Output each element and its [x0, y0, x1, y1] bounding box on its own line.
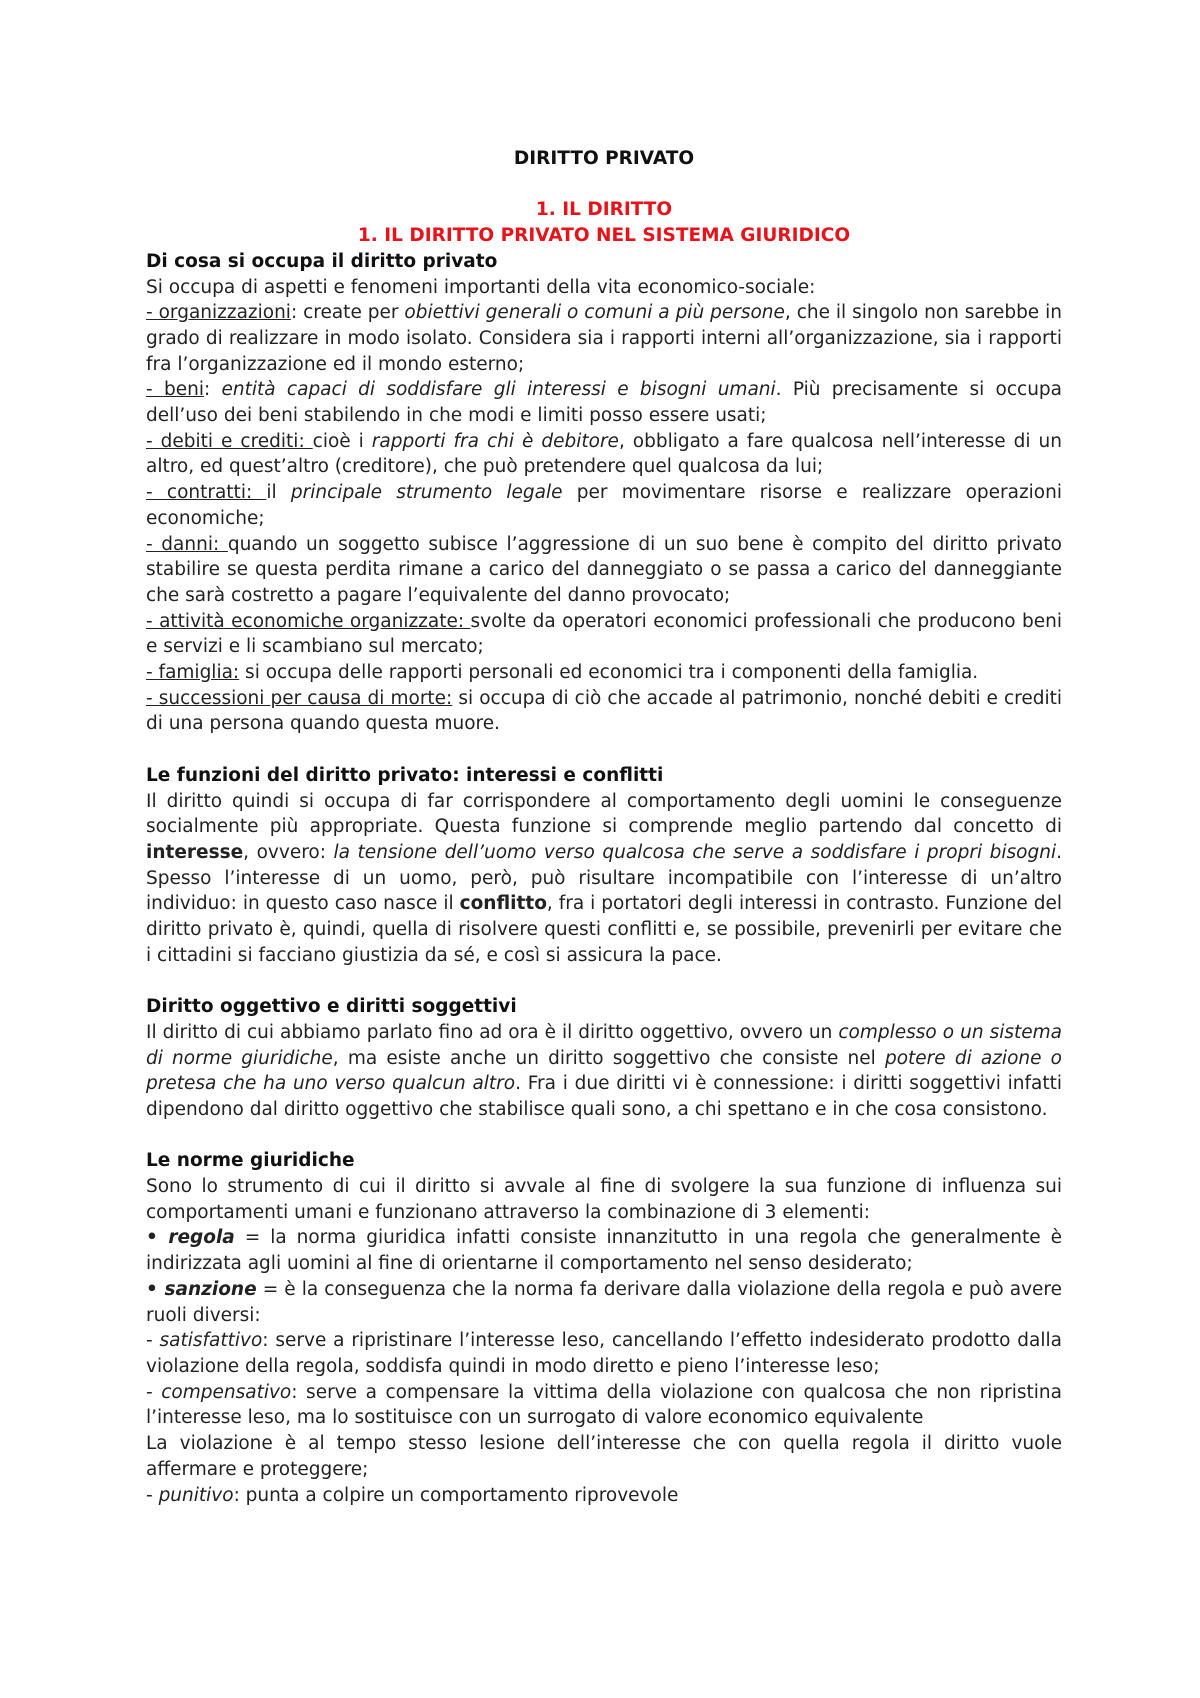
- document-title: DIRITTO PRIVATO: [513, 148, 695, 169]
- item-label: - debiti e crediti:: [146, 430, 313, 452]
- item-beni: - beni: entità capaci di soddisfare gli interessi e bisogni umani. Più precisamente si occupa dell’uso dei beni stabilendo in che modi e limiti posso essere usati;: [146, 379, 1063, 427]
- spacer: [146, 172, 1062, 198]
- paragraph-diritto-oggettivo: Il diritto di cui abbiamo parlato fino ad ora è il diritto oggettivo, ovvero un complesso o un sistema di norme giuridiche, ma esiste anche un diritto soggettivo che consiste nel potere di azione o pretesa che ha uno verso qualcun altro. Fra i due diritti vi è connessione: i diritti soggettivi infatti dipendono dal diritto oggettivo che stabilisce quali sono, a chi spettano e in che cosa consistono.: [146, 1021, 1062, 1120]
- item-sanzione: • sanzione = è la conseguenza che la norma fa derivare dalla violazione della regola e può avere ruoli diversi:: [146, 1278, 1063, 1326]
- item-label: - beni: [146, 379, 204, 401]
- section-heading: 1. IL DIRITTO PRIVATO NEL SISTEMA GIURIDICO: [357, 225, 851, 247]
- item-satisfattivo: - satisfattivo: serve a ripristinare l’interesse leso, cancellando l’effetto indesiderato prodotto dalla violazione della regola, soddisfa quindi in modo diretto e pieno l’interesse leso;: [146, 1330, 1062, 1377]
- item-label: • sanzione: [146, 1278, 257, 1300]
- item-label: - organizzazioni: [146, 302, 291, 324]
- item-label: - danni:: [146, 533, 228, 555]
- heading-funzioni: Le funzioni del diritto privato: interessi e conflitti: [146, 764, 664, 786]
- item-punitivo: - punitivo: punta a colpire un comportamento riprovevole: [146, 1484, 679, 1506]
- item-label: - famiglia:: [146, 662, 240, 684]
- spacer: [146, 737, 1062, 763]
- item-successioni: - successioni per causa di morte: si occupa di ciò che accade al patrimonio, nonché debiti e crediti di una persona quando questa muore.: [146, 687, 1062, 735]
- heading-oggetto: Di cosa si occupa il diritto privato: [146, 250, 498, 272]
- chapter-heading: 1. IL DIRITTO: [535, 199, 673, 221]
- paragraph-norme-intro: Sono lo strumento di cui il diritto si avvale al fine di svolgere la sua funzione di influenza sui comportamenti umani e funzionano attraverso la combinazione di 3 elementi:: [146, 1176, 1062, 1223]
- heading-diritto-oggettivo: Diritto oggettivo e diritti soggettivi: [146, 996, 517, 1018]
- item-label: - contratti:: [146, 482, 267, 504]
- item-attivita: - attività economiche organizzate: svolte da operatori economici professionali che producono beni e servizi e li scambiano sul mercato;: [146, 610, 1062, 658]
- item-debiti-crediti: - debiti e crediti: cioè i rapporti fra chi è debitore, obbligato a fare qualcosa nell’interesse di un altro, ed quest’altro (creditore), che può pretendere quel qualcosa da lui;: [146, 430, 1062, 478]
- item-danni: - danni: quando un soggetto subisce l’aggressione di un suo bene è compito del diritto privato stabilire se questa perdita rimane a carico del danneggiato o se passa a carico del danneggiante che sarà costretto a pagare l’equivalente del danno provocato;: [146, 533, 1062, 606]
- spacer: [146, 968, 1062, 994]
- heading-norme: Le norme giuridiche: [146, 1150, 355, 1172]
- paragraph-funzioni: Il diritto quindi si occupa di far corrispondere al comportamento degli uomini le conseguenze socialmente più appropriate. Questa funzione si comprende meglio partendo dal concetto di interesse, ovvero: la tensione dell’uomo verso qualcosa che serve a soddisfare i propri bisogni. Spesso l’interesse di un uomo, però, può risultare incompatibile con l’interesse di un’altro individuo: in questo caso nasce il conflitto, fra i portatori degli interessi in contrasto. Funzione del diritto privato è, quindi, quella di risolvere questi conflitti e, se possibile, prevenirli per evitare che i cittadini si facciano giustizia da sé, e così si assicura la pace.: [146, 790, 1062, 966]
- item-contratti: - contratti: il principale strumento legale per movimentare risorse e realizzare operazioni economiche;: [146, 482, 1062, 529]
- item-regola: • regola = la norma giuridica infatti consiste innanzitutto in una regola che generalmente è indirizzata agli uomini al fine di orientarne il comportamento nel senso desiderato;: [146, 1227, 1062, 1275]
- item-label: • regola: [146, 1227, 235, 1249]
- item-compensativo: - compensativo: serve a compensare la vittima della violazione con qualcosa che non ripristina l’interesse leso, ma lo sostituisce con un surrogato di valore economico equivalente: [146, 1381, 1062, 1429]
- paragraph-violazione: La violazione è al tempo stesso lesione dell’interesse che con quella regola il diritto vuole affermare e proteggere;: [146, 1433, 1062, 1480]
- intro-paragraph: Si occupa di aspetti e fenomeni importanti della vita economico-sociale:: [146, 276, 816, 298]
- item-label: - attività economiche organizzate:: [146, 610, 471, 632]
- document-page: [146, 128, 1062, 1508]
- item-famiglia: - famiglia: si occupa delle rapporti personali ed economici tra i componenti della famiglia.: [146, 662, 979, 684]
- spacer: [146, 1123, 1062, 1149]
- item-label: - successioni per causa di morte:: [146, 687, 453, 709]
- item-organizzazioni: - organizzazioni: create per obiettivi generali o comuni a più persone, che il singolo non sarebbe in grado di realizzare in modo isolato. Considera sia i rapporti interni all’organizzazione, sia i rapporti fra l’organizzazione ed il mondo esterno;: [146, 302, 1062, 375]
